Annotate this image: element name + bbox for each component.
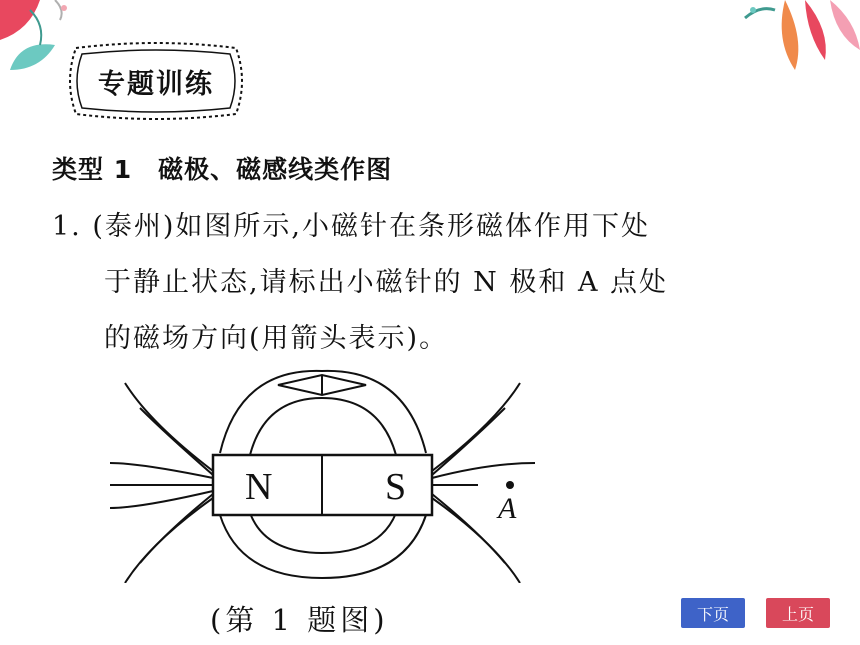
question-line-2: 于静止状态,请标出小磁针的 N 极和 A 点处 xyxy=(104,267,669,298)
pole-s-label: S xyxy=(385,466,407,508)
point-a-label: A xyxy=(498,492,517,525)
type-label: 类型 1 xyxy=(52,155,133,184)
next-page-button[interactable]: 下页 xyxy=(681,598,745,628)
point-a-dot xyxy=(506,481,514,489)
prev-page-button[interactable]: 上页 xyxy=(766,598,830,628)
pole-n-label: N xyxy=(245,466,273,508)
leaf-decoration-top-right xyxy=(735,0,860,70)
topic-badge xyxy=(62,38,250,124)
badge-label: 专题训练 xyxy=(98,68,214,100)
section-heading xyxy=(52,150,392,186)
magnet-figure xyxy=(110,363,535,583)
figure-caption: (第 1 题图) xyxy=(210,603,389,637)
question-line-3: 的磁场方向(用箭头表示)。 xyxy=(104,323,449,354)
type-title: 磁极、磁感线类作图 xyxy=(158,155,393,184)
question-line-1: 1. (泰州)如图所示,小磁针在条形磁体作用下处 xyxy=(52,211,650,242)
